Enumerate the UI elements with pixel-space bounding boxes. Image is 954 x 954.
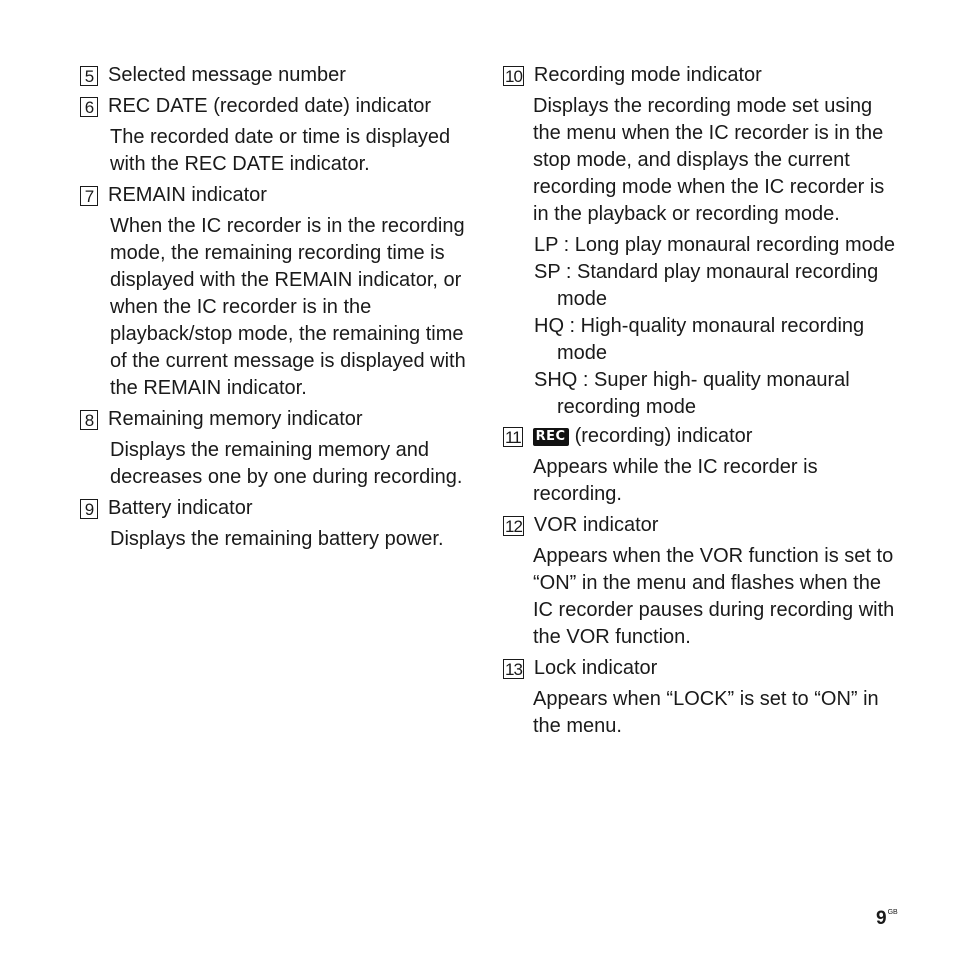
item-description: Displays the recording mode set using the menu when the IC recorder is in the stop mode, and displays the current recording mode when the IC recorder is in the playback or recording mode. [533, 95, 885, 225]
recording-mode-hq: HQ : High-quality monaural recording mode [534, 315, 865, 364]
item-11 [503, 423, 903, 508]
item-title: Battery indicator [108, 497, 253, 519]
item-6 [80, 93, 470, 178]
recording-mode-list [534, 232, 903, 421]
item-heading [80, 495, 470, 522]
item-title: REMAIN indicator [108, 184, 267, 206]
right-column [503, 62, 903, 744]
item-number-box: 8 [80, 410, 98, 430]
item-title: Selected message number [108, 64, 346, 86]
recording-mode-lp: LP : Long play monaural recording mode [534, 234, 895, 256]
left-column [80, 62, 470, 557]
item-number-box: 12 [505, 516, 522, 536]
item-9 [80, 495, 470, 553]
item-heading [80, 62, 470, 89]
page-number-value: 9 [876, 908, 887, 929]
item-number-box: 13 [505, 659, 522, 679]
item-heading [80, 406, 470, 433]
item-description: Displays the remaining memory and decreases one by one during recording. [110, 439, 463, 488]
item-heading [80, 93, 470, 120]
item-7 [80, 182, 470, 402]
item-12 [503, 512, 903, 651]
item-number-box: 11 [505, 427, 521, 447]
item-number-box: 7 [80, 186, 98, 206]
rec-badge-icon: REC [533, 428, 569, 446]
item-heading [503, 423, 903, 450]
page-language-suffix: GB [887, 909, 898, 916]
item-title: Lock indicator [533, 657, 658, 679]
page-number [876, 908, 898, 930]
item-13 [503, 655, 903, 740]
item-title: (recording) indicator [574, 425, 753, 447]
recording-mode-shq: SHQ : Super high- quality monaural recording mode [534, 369, 850, 418]
item-description: Appears when the VOR function is set to “ON” in the menu and flashes when the IC recorder pauses during recording with the VOR function. [533, 545, 895, 648]
item-title-wrap [533, 423, 903, 450]
item-10 [503, 62, 903, 421]
item-title: Recording mode indicator [533, 64, 762, 86]
item-description: Appears when “LOCK” is set to “ON” in the menu. [533, 688, 879, 737]
item-heading [503, 655, 903, 682]
item-heading [503, 512, 903, 539]
item-number-box: 5 [80, 66, 98, 86]
item-description: The recorded date or time is displayed with the REC DATE indicator. [110, 126, 451, 175]
item-heading [80, 182, 470, 209]
item-description: Appears while the IC recorder is recording. [533, 456, 818, 505]
item-number-box: 10 [505, 66, 522, 86]
item-title: VOR indicator [533, 514, 659, 536]
item-5 [80, 62, 470, 89]
item-description: Displays the remaining battery power. [110, 528, 444, 550]
item-title: REC DATE (recorded date) indicator [108, 95, 432, 117]
item-heading [503, 62, 903, 89]
item-number-box: 9 [80, 499, 98, 519]
item-number-box: 6 [80, 97, 98, 117]
item-title: Remaining memory indicator [108, 408, 363, 430]
item-description: When the IC recorder is in the recording mode, the remaining recording time is displayed with the REMAIN indicator, or when the IC recorder is in the playback/stop mode, the remaining time of the current message is displayed with the REMAIN indicator. [110, 215, 466, 399]
recording-mode-sp: SP : Standard play monaural recording mode [534, 261, 879, 310]
item-8 [80, 406, 470, 491]
